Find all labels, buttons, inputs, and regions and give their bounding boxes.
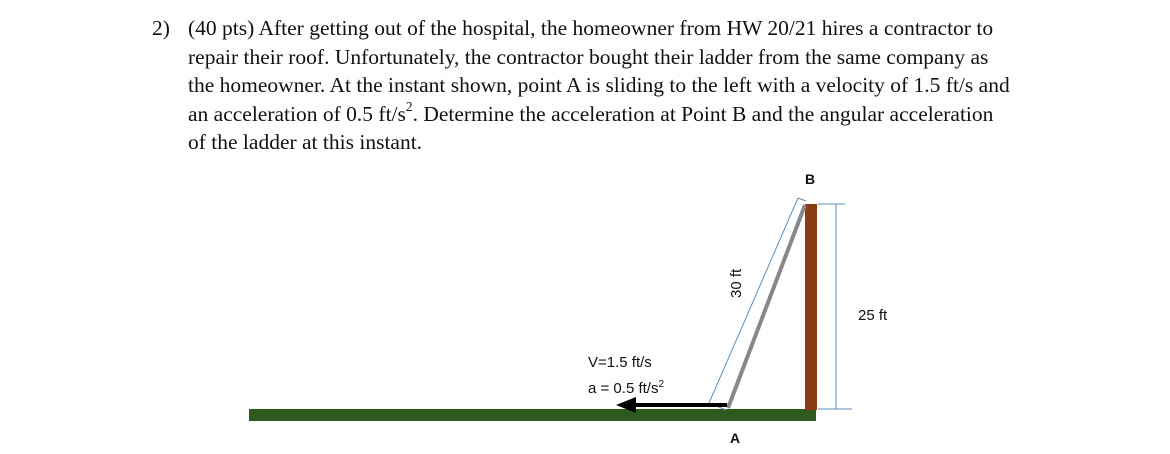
acceleration-label [588, 379, 664, 397]
problem-line-text: repair their roof. Unfortunately, the contractor bought their ladder from the same company as [188, 44, 989, 69]
ground-bar [249, 409, 816, 421]
problem-line-text: an acceleration of 0.5 ft/s [188, 101, 406, 126]
wall-height-label: 25 ft [858, 307, 888, 324]
superscript: 2 [405, 99, 413, 115]
dimension-line [709, 198, 798, 403]
ladder-length-label: 30 ft [728, 268, 745, 298]
problem-line-text: the homeowner. At the instant shown, point A is sliding to the left with a velocity of 1.5 ft/s and [188, 73, 1010, 98]
velocity-label: V=1.5 ft/s [588, 354, 652, 371]
wall-height-dimension [818, 204, 852, 409]
point-a-label: A [729, 430, 741, 446]
problem-line-text: (40 pts) After getting out of the hospital, the homeowner from HW 20/21 hires a contractor to [188, 16, 994, 40]
dimension-tick [798, 198, 806, 201]
ladder-length-dimension [709, 198, 806, 410]
problem-line-text: of the ladder at this instant. [188, 130, 423, 155]
acceleration-text: a = 0.5 ft/s [588, 380, 659, 397]
point-b-label: B [804, 171, 816, 187]
wall [805, 204, 817, 410]
problem-number: 2) [152, 16, 170, 40]
problem-line-text: . Determine the acceleration at Point B and the angular acceleration [412, 101, 994, 126]
acceleration-sup: 2 [658, 379, 665, 390]
ladder [728, 205, 805, 408]
